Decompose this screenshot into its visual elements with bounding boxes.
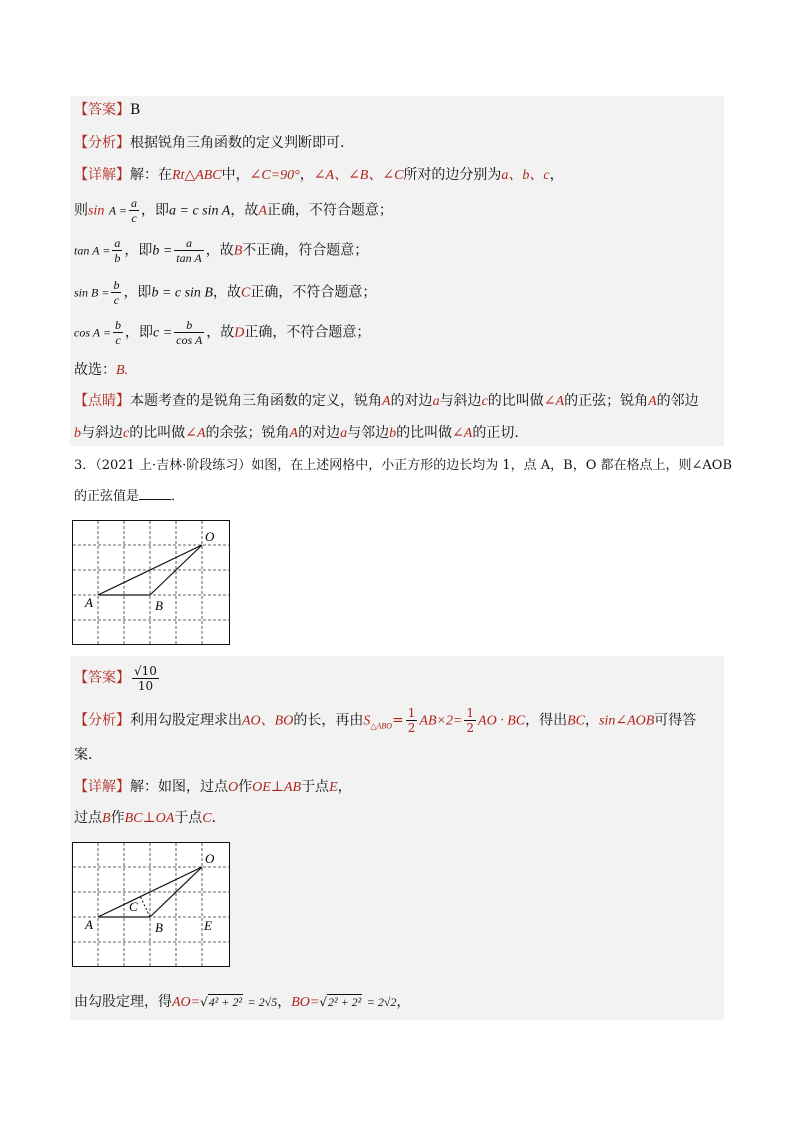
text: 利用勾股定理求出 <box>130 712 242 729</box>
fraction <box>464 706 476 735</box>
text: 的正切. <box>472 425 519 441</box>
text: 的邻边 <box>656 393 699 409</box>
text: 正确，不符合题意； <box>266 202 393 219</box>
answer-value: B <box>130 102 141 118</box>
choose-value: B. <box>116 363 129 378</box>
q3-pythagoras-line: 由勾股定理，得AO=√4² + 2² = 2√5，BO=√2² + 2² = 2√2， <box>74 994 411 1010</box>
fraction-num: a <box>174 236 203 251</box>
grid-figure-2 <box>72 842 232 969</box>
math: O <box>228 780 239 795</box>
q2-line-a <box>74 196 393 226</box>
fraction-num: b <box>174 318 204 333</box>
label-o: O <box>205 529 215 544</box>
text: 于点 <box>301 779 330 795</box>
answer-blank <box>139 499 171 500</box>
math: ∠A <box>543 394 565 409</box>
option-letter: A <box>258 203 267 219</box>
math: S <box>363 713 371 729</box>
fraction-num: √10 <box>134 663 157 678</box>
label-a: A <box>85 917 93 932</box>
text: ，即 <box>123 284 152 301</box>
punct: ， <box>299 167 314 183</box>
math: BC <box>567 713 585 729</box>
q2-line-c <box>74 278 376 308</box>
math: AO= <box>172 995 201 1010</box>
fraction <box>174 236 203 265</box>
q2-choose-line <box>74 360 128 381</box>
math: AB×2= <box>419 713 463 729</box>
math-eq: a = c sin A <box>169 203 231 219</box>
text: 则 <box>74 202 88 219</box>
text: 案． <box>74 747 102 763</box>
math: ∠A <box>185 426 206 441</box>
label-c: C <box>129 899 138 914</box>
math: = 2√5 <box>247 995 278 1009</box>
label-o: O <box>205 851 215 866</box>
math: b <box>74 426 81 441</box>
answer-tag: 【答案】 <box>74 670 130 686</box>
math-rt: Rt△ABC <box>172 168 222 183</box>
fraction-num: a <box>131 196 138 210</box>
q2-comment-line-2 <box>74 423 519 444</box>
math: E <box>329 780 338 795</box>
math: A <box>382 394 391 409</box>
math-sub: △ABO <box>370 721 393 731</box>
math-lhs: cos A = <box>74 325 111 340</box>
detail-tag: 【详解】 <box>74 779 130 795</box>
analysis-tag: 【分析】 <box>74 135 130 151</box>
text: 的余弦；锐角 <box>205 425 290 441</box>
label-b: B <box>155 920 163 935</box>
math: sin∠AOB <box>599 713 655 729</box>
text: 与斜边 <box>439 393 482 409</box>
math-sin: sin <box>88 203 105 219</box>
text: ，即 <box>141 202 170 219</box>
q2-detail-line <box>74 165 564 186</box>
text: 的正弦；锐角 <box>564 393 649 409</box>
q2-analysis-line <box>74 133 354 153</box>
math: = 2√2 <box>366 995 397 1009</box>
math: BO= <box>291 995 320 1010</box>
fraction-num: a <box>114 236 121 250</box>
punct: ． <box>211 810 226 826</box>
math-eq: b = <box>152 243 173 259</box>
q3-analysis-line-1 <box>74 706 696 740</box>
math-lhs: tan A = <box>74 243 111 258</box>
math-radicand: 4² + 2² <box>208 995 243 1009</box>
fraction-den: cos A <box>176 333 203 347</box>
answer-fraction <box>132 664 159 693</box>
math: B <box>102 811 111 826</box>
fraction-den: 2 <box>466 721 475 735</box>
fraction-den: 10 <box>137 678 154 693</box>
text: ，故 <box>205 242 234 259</box>
text: 的比叫做 <box>129 425 186 441</box>
q3-detail-line-1 <box>74 777 352 798</box>
text: 本题考查的是锐角三角函数的定义，锐角 <box>130 393 382 409</box>
math: BC⊥OA <box>124 811 175 826</box>
fraction-num: b <box>115 318 121 332</box>
q3-analysis-line-2 <box>74 745 102 765</box>
label-e: E <box>204 918 212 933</box>
option-letter: D <box>234 325 245 341</box>
q3-stem-line-1 <box>74 456 732 476</box>
fraction-den: c <box>113 293 120 307</box>
math-angles: ∠A、∠B、∠C <box>313 168 404 183</box>
detail-text: 解：在 <box>130 167 172 183</box>
math: OE⊥AB <box>252 780 302 795</box>
q2-comment-line-1 <box>74 391 699 412</box>
math: AO、BO <box>242 713 294 729</box>
math-eq: c = <box>153 325 173 341</box>
text: 正确，不符合题意； <box>250 284 377 301</box>
math: C <box>202 811 212 826</box>
text: 正确，不符合题意； <box>244 324 371 341</box>
text: ，故 <box>206 324 235 341</box>
choose-label: 故选： <box>74 362 116 378</box>
punct: ． <box>171 489 185 504</box>
math: ∠A <box>452 426 473 441</box>
answer-tag: 【答案】 <box>74 102 130 118</box>
q3-detail-line-2 <box>74 808 226 829</box>
fraction-den: 2 <box>407 721 416 735</box>
question-stem: 的正弦值是 <box>74 489 140 504</box>
detail-text: 所对的边分别为 <box>403 167 502 183</box>
math-radicand: 2² + 2² <box>327 995 362 1009</box>
q3-stem-line-2 <box>74 487 184 507</box>
math: = <box>392 712 404 729</box>
math-sides: a、b、c <box>501 168 550 183</box>
text: 作 <box>238 779 253 795</box>
fraction <box>129 196 139 225</box>
detail-text: 中， <box>221 167 250 183</box>
math-eq: b = c sin B <box>151 285 213 301</box>
fraction <box>112 236 122 265</box>
fraction-den: b <box>114 251 121 265</box>
text: 与邻边 <box>347 425 390 441</box>
analysis-text: 根据锐角三角函数的定义判断即可． <box>130 135 354 151</box>
text: 的对边 <box>390 393 433 409</box>
punct: ， <box>277 994 292 1010</box>
fraction-num: b <box>113 278 120 292</box>
text: 不正确，符合题意； <box>242 242 369 259</box>
math-lhs: A = <box>108 203 128 218</box>
detail-tag: 【详解】 <box>74 167 130 183</box>
option-letter: C <box>241 285 251 301</box>
label-b: B <box>155 598 163 613</box>
question-stem: 3．（2021 上·吉林·阶段练习）如图，在上述网格中，小正方形的边长均为 1，点 A，B，O 都在格点上，则∠AOB <box>74 458 733 473</box>
fraction-num: 1 <box>466 706 475 720</box>
math-angle-c: ∠C=90° <box>249 168 300 183</box>
text: ，故 <box>230 202 259 219</box>
text: 的对边 <box>298 425 341 441</box>
fraction <box>174 318 204 347</box>
text: 与斜边 <box>81 425 123 441</box>
q2-line-b <box>74 236 368 266</box>
math: a <box>340 426 348 441</box>
punct: ， <box>337 779 352 795</box>
text: 作 <box>110 810 125 826</box>
fraction-den: tan A <box>176 251 202 265</box>
text: 的比叫做 <box>396 425 453 441</box>
text: 的比叫做 <box>487 393 544 409</box>
comment-tag: 【点睛】 <box>74 393 130 409</box>
text: 于点 <box>174 810 203 826</box>
option-letter: B <box>233 243 243 259</box>
analysis-tag: 【分析】 <box>74 712 130 729</box>
text: ，即 <box>125 324 153 341</box>
math: A <box>289 426 299 441</box>
math-lhs: sin B = <box>74 285 110 300</box>
math: c <box>481 394 488 409</box>
punct: ， <box>549 167 564 183</box>
fraction <box>111 278 121 307</box>
text: 可得答 <box>654 712 697 729</box>
label-a: A <box>85 595 93 610</box>
q2-answer-line <box>74 100 140 120</box>
punct: ， <box>396 994 411 1010</box>
math: a <box>432 394 440 409</box>
text: ，得出 <box>525 712 568 729</box>
punct: ， <box>585 712 599 729</box>
fraction <box>113 318 123 347</box>
math: b <box>389 426 397 441</box>
text: ，即 <box>124 242 153 259</box>
fraction-num: 1 <box>407 706 416 720</box>
math: c <box>123 426 130 441</box>
text: 的长，再由 <box>293 712 364 729</box>
fraction-den: c <box>131 211 137 225</box>
fraction <box>406 706 418 735</box>
math: AO · BC <box>478 713 526 729</box>
fraction-den: c <box>115 333 121 347</box>
text: ，故 <box>213 284 241 301</box>
text: 过点 <box>74 810 102 826</box>
text: 由勾股定理，得 <box>74 994 172 1010</box>
q2-line-d <box>74 318 370 348</box>
math: A <box>648 394 657 409</box>
grid-figure-1 <box>72 520 232 647</box>
q3-answer-line <box>74 660 161 696</box>
text: 解：如图，过点 <box>130 779 228 795</box>
